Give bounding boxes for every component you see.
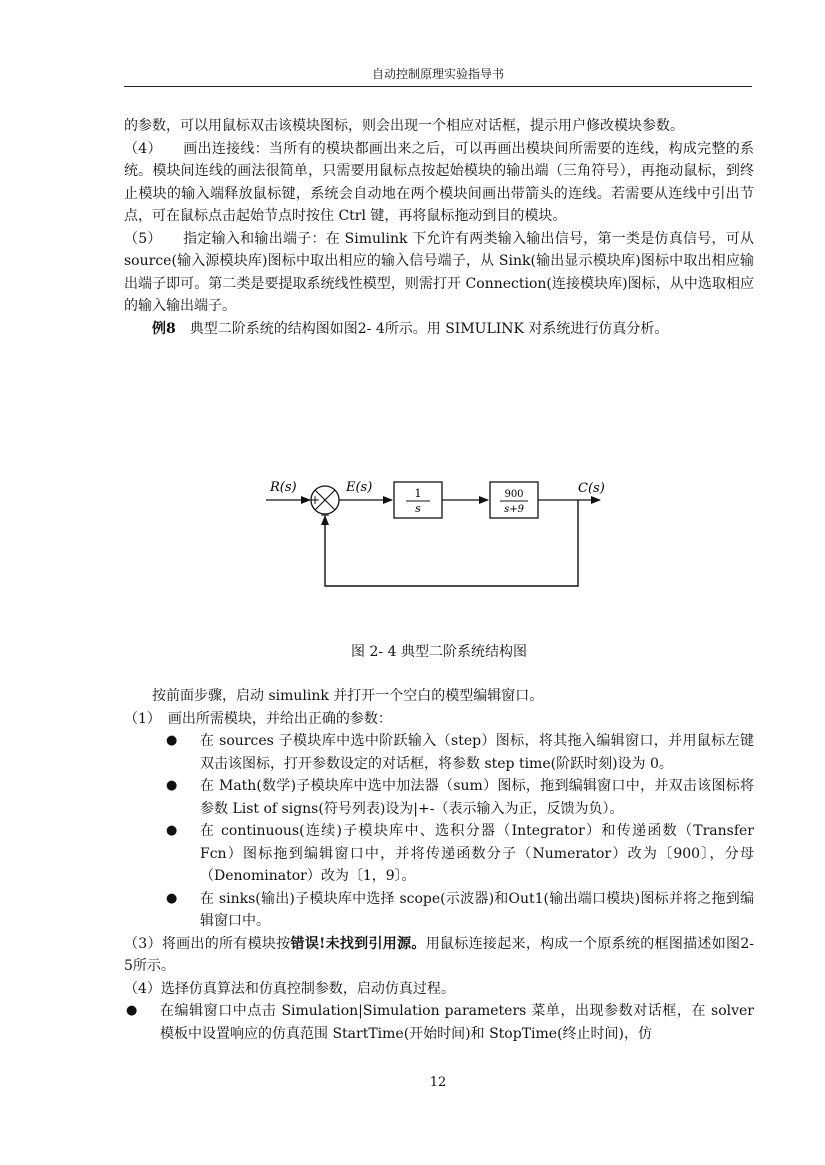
page-number: 12 xyxy=(429,1075,447,1090)
bullet-step-block: ● 在 sources 子模块库中选中阶跃输入（step）图标，将其拖入编辑窗口，并用鼠标左键双击该图标，打开参数设定的对话框，将参数 step time(阶跃时刻)设为 0。 xyxy=(124,730,754,775)
block-diagram-svg xyxy=(124,340,754,640)
step-1-heading: （1） 画出所需模块，并给出正确的参数： xyxy=(124,710,392,727)
page-header-title: 自动控制原理实验指导书 xyxy=(371,67,504,81)
paragraph-step-5-ports: （5） 指定输入和输出端子：在 Simulink 下允许有两类输入输出信号，第一类是仿真信号，可从 source(输入源模块库)图标中取出相应的输入信号端子，从 Sink(输出显示模块库)图标中取出相应输出端子即可。第二类是要提取系统线性模型，则需打开 Connection(连接模块库)图标，从中选取相应的输入输出端子。 xyxy=(124,230,754,314)
integrator-numerator: 1 xyxy=(414,487,422,500)
plus-sign: + xyxy=(310,493,321,507)
integrator-denominator: s xyxy=(415,502,421,515)
paragraph-step-4-connections: （4） 画出连接线：当所有的模块都画出来之后，可以再画出模块间所需要的连线，构成完整的系统。模块间连线的画法很简单，只需要用鼠标点按起始模块的输出端（三角符号），再拖动鼠标，到终止模块的输入端释放鼠标键，系统会自动地在两个模块间画出带箭头的连线。若需要从连线中引出节点，可在鼠标点击起始节点时按住 Ctrl 键，再将鼠标拖动到目的模块。 xyxy=(124,140,754,224)
block-diagram xyxy=(124,340,754,685)
step-3-paragraph xyxy=(124,933,754,978)
bullet-scope-out1: ● 在 sinks(输出)子模块库中选择 scope(示波器)和Out1(输出端口模块)图标并将之拖到编辑窗口中。 xyxy=(124,888,754,933)
example-8-paragraph xyxy=(124,318,754,341)
figure-caption: 图 2- 4 典型二阶系统结构图 xyxy=(351,644,527,660)
minus-sign: − xyxy=(320,508,331,522)
example-label: 例8 xyxy=(152,320,176,337)
output-label: C(s) xyxy=(578,481,605,496)
steps-intro: 按前面步骤，启动 simulink 并打开一个空白的模型编辑窗口。 xyxy=(152,688,544,704)
step-3-error-reference: 错误!未找到引用源。 xyxy=(290,935,426,952)
bullet-simulation-parameters: ● 在编辑窗口中点击 Simulation|Simulation parameters 菜单，出现参数对话框，在 solver 模板中设置响应的仿真范围 StartTime(开始时间)和 StopTime(终止时间)，仿 xyxy=(124,1000,754,1045)
paragraph-parameters: 的参数，可以用鼠标双击该模块图标，则会出现一个相应对话框，提示用户修改模块参数。 xyxy=(124,118,684,134)
step-4-heading: （4）选择仿真算法和仿真控制参数，启动仿真过程。 xyxy=(124,980,455,997)
step-1-bullet-list xyxy=(124,730,754,933)
plant-denominator: s+9 xyxy=(504,504,524,515)
input-label: R(s) xyxy=(270,480,297,495)
document-body xyxy=(124,115,754,1045)
header-rule xyxy=(124,86,752,87)
bullet-integrator-transfer-fcn: ● 在 continuous(连续)子模块库中、选积分器（Integrator）和传递函数（Transfer Fcn）图标拖到编辑窗口中，并将传递函数分子（Numerator）改为〔900〕，分母（Denominator）改为〔1，9〕。 xyxy=(124,820,754,888)
plant-numerator: 900 xyxy=(504,489,524,500)
example-text: 典型二阶系统的结构图如图2- 4所示。用 SIMULINK 对系统进行仿真分析。 xyxy=(175,320,669,337)
bullet-sum-block: ● 在 Math(数学)子模块库中选中加法器（sum）图标，拖到编辑窗口中，并双击该图标将参数 List of signs(符号列表)设为|+-（表示输入为正，反馈为负）。 xyxy=(124,775,754,820)
step-3-pre: （3）将画出的所有模块按 xyxy=(124,935,291,952)
step-3-post: 用鼠标连接起来，构成一个原系统的框图描述如图2- 5所示。 xyxy=(124,935,754,974)
feedback-path xyxy=(325,500,578,586)
error-label: E(s) xyxy=(346,480,373,495)
